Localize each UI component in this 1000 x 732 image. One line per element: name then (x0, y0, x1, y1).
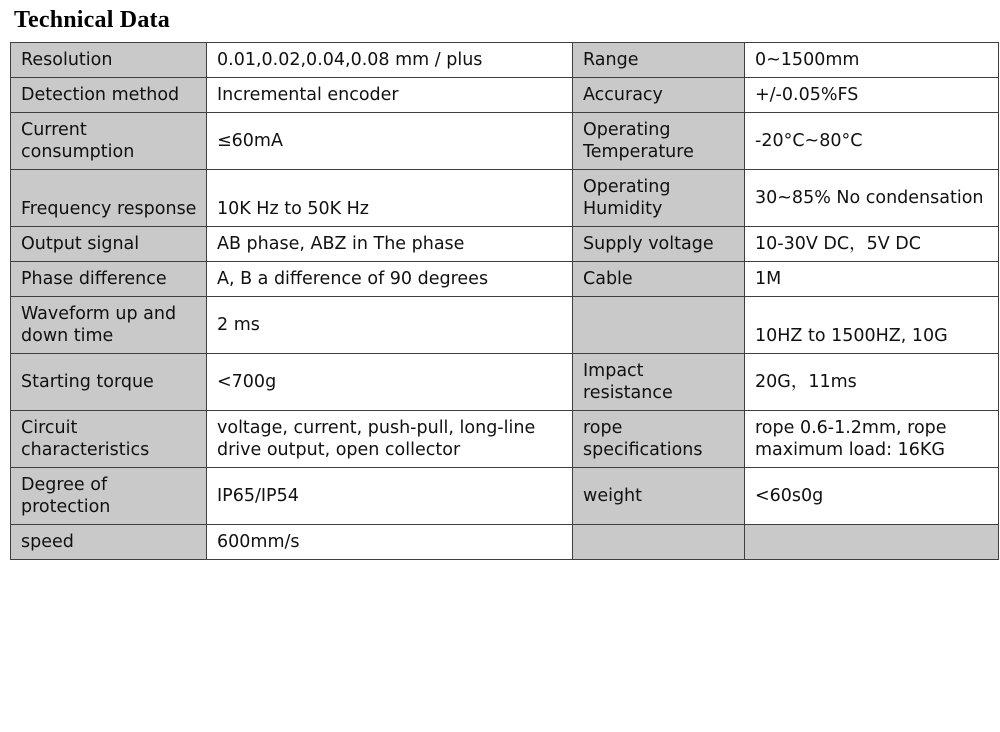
table-row (11, 525, 999, 560)
technical-data-table (10, 42, 999, 560)
row-value-supply-voltage: 10-30V DC，5V DC (745, 227, 999, 262)
row-label-current-consumption: Current consumption (11, 113, 207, 170)
row-value-accuracy: +/-0.05%FS (745, 78, 999, 113)
row-value-impact-resistance: 20G，11ms (745, 354, 999, 411)
row-label-starting-torque: Starting torque (11, 354, 207, 411)
row-value-speed: 600mm/s (207, 525, 573, 560)
row-label-impact-resistance: Impact resistance (573, 354, 745, 411)
row-value-cable: 1M (745, 262, 999, 297)
row-value-output-signal: AB phase, ABZ in The phase (207, 227, 573, 262)
row-label-cable: Cable (573, 262, 745, 297)
table-row (11, 468, 999, 525)
row-label-supply-voltage: Supply voltage (573, 227, 745, 262)
row-value-resolution: 0.01,0.02,0.04,0.08 mm / plus (207, 43, 573, 78)
row-label-waveform-time: Waveform up and down time (11, 297, 207, 354)
row-label-operating-temperature: Operating Temperature (573, 113, 745, 170)
row-label-weight: weight (573, 468, 745, 525)
row-label-operating-humidity: Operating Humidity (573, 170, 745, 227)
table-row (11, 227, 999, 262)
table-row (11, 170, 999, 227)
table-row (11, 262, 999, 297)
row-label-degree-of-protection: Degree of protection (11, 468, 207, 525)
row-value-vibration: 10HZ to 1500HZ, 10G (745, 297, 999, 354)
row-label-vibration-empty (573, 297, 745, 354)
row-value-weight: <60s0g (745, 468, 999, 525)
row-value-frequency-response: 10K Hz to 50K Hz (207, 170, 573, 227)
row-value-circuit-characteristics: voltage, current, push-pull, long-line drive output, open collector (207, 411, 573, 468)
row-label-rope-specifications: rope specifications (573, 411, 745, 468)
table-row (11, 354, 999, 411)
row-label-phase-difference: Phase difference (11, 262, 207, 297)
row-label-frequency-response: Frequency response (11, 170, 207, 227)
table-row (11, 113, 999, 170)
table-row (11, 43, 999, 78)
row-label-accuracy: Accuracy (573, 78, 745, 113)
row-value-phase-difference: A, B a difference of 90 degrees (207, 262, 573, 297)
row-value-waveform-time: 2 ms (207, 297, 573, 354)
table-row (11, 297, 999, 354)
row-value-detection-method: Incremental encoder (207, 78, 573, 113)
page-title: Technical Data (14, 7, 170, 33)
row-label-detection-method: Detection method (11, 78, 207, 113)
row-label-resolution: Resolution (11, 43, 207, 78)
table-row (11, 411, 999, 468)
row-value-rope-specifications: rope 0.6-1.2mm, rope maximum load: 16KG (745, 411, 999, 468)
row-value-range: 0~1500mm (745, 43, 999, 78)
row-value-current-consumption: ≤60mA (207, 113, 573, 170)
row-value-starting-torque: <700g (207, 354, 573, 411)
row-value-operating-humidity: 30~85% No condensation (745, 170, 999, 227)
row-label-empty-right (573, 525, 745, 560)
row-label-range: Range (573, 43, 745, 78)
row-value-empty-right (745, 525, 999, 560)
row-label-output-signal: Output signal (11, 227, 207, 262)
row-label-speed: speed (11, 525, 207, 560)
table-row (11, 78, 999, 113)
row-label-circuit-characteristics: Circuit characteristics (11, 411, 207, 468)
row-value-degree-of-protection: IP65/IP54 (207, 468, 573, 525)
row-value-operating-temperature: -20°C~80°C (745, 113, 999, 170)
